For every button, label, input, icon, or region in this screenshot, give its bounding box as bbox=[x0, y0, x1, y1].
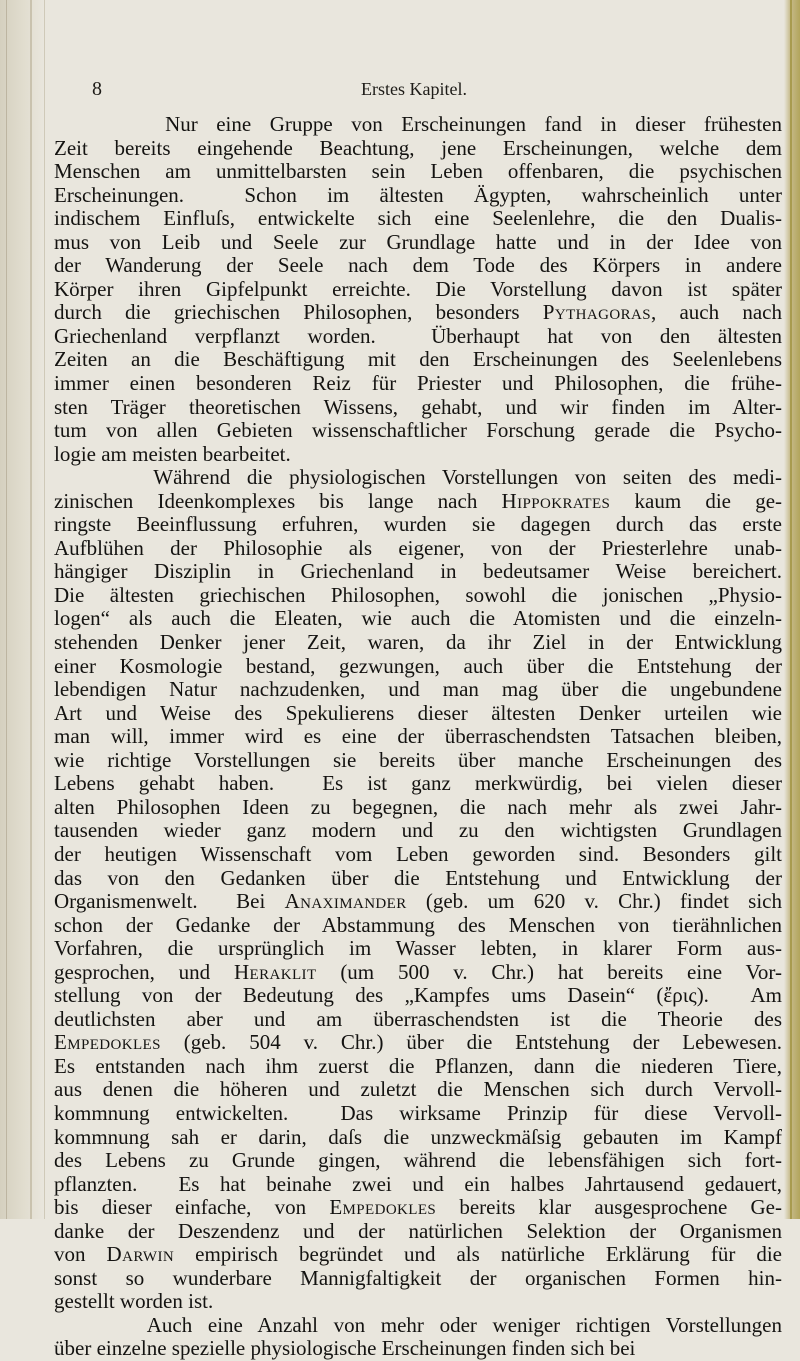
book-page bbox=[46, 0, 783, 1361]
text-line bbox=[54, 1149, 782, 1173]
text-segment: das von den Gedanken über die Entstehung und Entwicklung der bbox=[54, 865, 782, 890]
text-segment: (um 500 v. Chr.) hat bereits eine Vor- bbox=[316, 959, 782, 984]
text-line bbox=[54, 655, 782, 679]
text-segment: der Wanderung der Seele nach dem Tode des Körpers in andere bbox=[54, 253, 782, 278]
person-name: Anaximander bbox=[284, 889, 407, 914]
text-segment: immer einen besonderen Reiz für Priester und Philosophen, die frühe- bbox=[54, 371, 782, 396]
text-segment: Vorfahren, die ursprünglich im Wasser lebten, in klarer Form aus- bbox=[54, 936, 782, 961]
text-line bbox=[54, 607, 782, 631]
text-line bbox=[54, 254, 782, 278]
text-line bbox=[54, 1314, 782, 1338]
text-line bbox=[54, 867, 782, 891]
text-segment: über einzelne spezielle physiologische Erscheinungen finden sich bei bbox=[54, 1336, 636, 1361]
text-segment: Zeit bereits eingehende Beachtung, jene Erscheinungen, welche dem bbox=[54, 135, 782, 160]
text-line bbox=[54, 702, 782, 726]
text-line bbox=[54, 631, 782, 655]
text-segment: wie richtige Vorstellungen sie bereits über manche Erscheinungen des bbox=[54, 747, 782, 772]
text-line bbox=[54, 325, 782, 349]
text-line bbox=[54, 725, 782, 749]
text-segment: Die ältesten griechischen Philosophen, sowohl die jonischen „Physio- bbox=[54, 582, 782, 607]
text-line bbox=[54, 1243, 782, 1267]
text-line bbox=[54, 749, 782, 773]
text-segment: stellung von der Bedeutung des „Kampfes ums Dasein“ (ἔρις). Am bbox=[54, 983, 782, 1008]
text-line bbox=[54, 396, 782, 420]
text-segment: (geb. 504 v. Chr.) über die Entstehung der Lebewesen. bbox=[160, 1030, 782, 1055]
body-text bbox=[54, 113, 782, 1361]
text-segment: stehenden Denker jener Zeit, waren, da ihr Ziel in der Entwicklung bbox=[54, 630, 782, 655]
text-segment: deutlichsten aber und am überraschendsten ist die Theorie des bbox=[54, 1006, 782, 1031]
text-segment: lebendigen Natur nachzudenken, und man mag über die ungebundene bbox=[54, 677, 782, 702]
text-segment: bereits klar ausgesprochene Ge- bbox=[436, 1195, 782, 1220]
text-line bbox=[54, 184, 782, 208]
book-binding-edge bbox=[0, 0, 45, 1219]
text-line bbox=[54, 819, 782, 843]
page-edge bbox=[784, 0, 800, 1219]
text-line bbox=[54, 207, 782, 231]
text-line bbox=[54, 1196, 782, 1220]
text-segment: Auch eine Anzahl von mehr oder weniger richtigen Vorstellungen bbox=[54, 1312, 782, 1337]
text-line bbox=[54, 1290, 782, 1314]
text-segment: (geb. um 620 v. Chr.) findet sich bbox=[406, 889, 782, 914]
text-segment: Körper ihren Gipfelpunkt erreichte. Die Vorstellung davon ist später bbox=[54, 276, 782, 301]
text-line bbox=[54, 1031, 782, 1055]
page-number: 8 bbox=[92, 78, 102, 100]
text-segment: aus denen die höheren und zuletzt die Menschen sich durch Vervoll- bbox=[54, 1077, 782, 1102]
text-segment: alten Philosophen Ideen zu begegnen, die nach mehr als zwei Jahr- bbox=[54, 794, 782, 819]
text-segment: Menschen am unmittelbarsten sein Leben offenbaren, die psychischen bbox=[54, 159, 782, 184]
text-line bbox=[54, 560, 782, 584]
person-name: Empedokles bbox=[329, 1195, 437, 1220]
text-segment: indischem Einfluſs, entwickelte sich eine Seelenlehre, die den Dualis- bbox=[54, 206, 782, 231]
text-line bbox=[54, 1126, 782, 1150]
text-segment: von bbox=[54, 1242, 107, 1267]
text-line bbox=[54, 1173, 782, 1197]
text-segment: kaum die ge- bbox=[610, 488, 783, 513]
text-segment: des Lebens zu Grunde gingen, während die lebensfähigen sich fort- bbox=[54, 1148, 782, 1173]
text-line bbox=[54, 984, 782, 1008]
text-line bbox=[54, 772, 782, 796]
text-segment: Zeiten an die Beschäftigung mit den Erscheinungen des Seelenlebens bbox=[54, 347, 782, 372]
text-line bbox=[54, 443, 782, 467]
text-segment: bis dieser einfache, von bbox=[54, 1195, 330, 1220]
text-segment: logen“ als auch die Eleaten, wie auch die Atomisten und die einzeln- bbox=[54, 606, 782, 631]
text-line bbox=[54, 890, 782, 914]
text-line bbox=[54, 961, 782, 985]
text-segment: gesprochen, und bbox=[54, 959, 234, 984]
text-line bbox=[54, 301, 782, 325]
text-segment: sten Träger theoretischen Wissens, gehabt, und wir finden im Alter- bbox=[54, 394, 782, 419]
text-segment: der heutigen Wissenschaft vom Leben geworden sind. Besonders gilt bbox=[54, 841, 782, 866]
text-segment: empirisch begründet und als natürliche Erklärung für die bbox=[174, 1242, 782, 1267]
text-segment: durch die griechischen Philosophen, besonders bbox=[54, 300, 543, 325]
text-line bbox=[54, 513, 782, 537]
text-line bbox=[54, 490, 782, 514]
text-line bbox=[54, 537, 782, 561]
text-line bbox=[54, 1008, 782, 1032]
text-line bbox=[54, 372, 782, 396]
text-segment: , auch nach bbox=[650, 300, 782, 325]
text-line bbox=[54, 1337, 782, 1361]
text-line bbox=[54, 113, 782, 137]
text-segment: zinischen Ideenkomplexes bis lange nach bbox=[54, 488, 502, 513]
person-name: Empedokles bbox=[54, 1030, 161, 1055]
text-segment: gestellt worden ist. bbox=[54, 1289, 214, 1314]
text-segment: man will, immer wird es eine der überraschendsten Tatsachen bleiben, bbox=[54, 724, 782, 749]
text-line bbox=[54, 231, 782, 255]
text-segment: Nur eine Gruppe von Erscheinungen fand in dieser frühesten bbox=[54, 112, 782, 136]
text-segment: schon der Gedanke der Abstammung des Menschen von tierähnlichen bbox=[54, 912, 782, 937]
text-segment: Erscheinungen. Schon im ältesten Ägypten, wahrscheinlich unter bbox=[54, 182, 782, 207]
text-segment: Während die physiologischen Vorstellungen von seiten des medi- bbox=[54, 465, 782, 490]
text-segment: mus von Leib und Seele zur Grundlage hatte und in der Idee von bbox=[54, 229, 782, 254]
text-line bbox=[54, 937, 782, 961]
text-segment: einer Kosmologie bestand, gezwungen, auch über die Entstehung der bbox=[54, 653, 782, 678]
text-segment: kommnung sah er darin, daſs die unzweckmäſsig gebauten im Kampf bbox=[54, 1124, 782, 1149]
text-line bbox=[54, 584, 782, 608]
text-segment: danke der Deszendenz und der natürlichen Selektion der Organismen bbox=[54, 1218, 782, 1243]
text-segment: Aufblühen der Philosophie als eigener, von der Priesterlehre unab- bbox=[54, 535, 782, 560]
text-segment: hängiger Disziplin in Griechenland in bedeutsamer Weise bereichert. bbox=[54, 559, 782, 584]
text-segment: logie am meisten bearbeitet. bbox=[54, 441, 291, 466]
text-segment: Es entstanden nach ihm zuerst die Pflanzen, dann die niederen Tiere, bbox=[54, 1053, 782, 1078]
person-name: Heraklit bbox=[233, 959, 317, 984]
text-line bbox=[54, 678, 782, 702]
text-segment: tausenden wieder ganz modern und zu den wichtigsten Grundlagen bbox=[54, 818, 782, 843]
text-line bbox=[54, 914, 782, 938]
person-name: Pythagoras bbox=[542, 300, 651, 325]
text-line bbox=[54, 348, 782, 372]
text-segment: kommnung entwickelten. Das wirksame Prinzip für diese Vervoll- bbox=[54, 1100, 782, 1125]
page-header bbox=[46, 78, 782, 102]
text-line bbox=[54, 1055, 782, 1079]
text-line bbox=[54, 1267, 782, 1291]
text-segment: Lebens gehabt haben. Es ist ganz merkwürdig, bei vielen dieser bbox=[54, 771, 782, 796]
text-line bbox=[54, 137, 782, 161]
text-segment: sonst so wunderbare Mannigfaltigkeit der organischen Formen hin- bbox=[54, 1265, 782, 1290]
text-segment: Organismenwelt. Bei bbox=[54, 889, 285, 914]
text-line bbox=[54, 278, 782, 302]
running-head: Erstes Kapitel. bbox=[361, 79, 467, 99]
text-line bbox=[54, 466, 782, 490]
text-segment: Art und Weise des Spekulierens dieser ältesten Denker urteilen wie bbox=[54, 700, 782, 725]
text-line bbox=[54, 1220, 782, 1244]
text-line bbox=[54, 160, 782, 184]
text-line bbox=[54, 1078, 782, 1102]
text-segment: tum von allen Gebieten wissenschaftlicher Forschung gerade die Psycho- bbox=[54, 418, 782, 443]
text-line bbox=[54, 1102, 782, 1126]
text-segment: pflanzten. Es hat beinahe zwei und ein halbes Jahrtausend gedauert, bbox=[54, 1171, 782, 1196]
text-line bbox=[54, 419, 782, 443]
person-name: Hippokrates bbox=[501, 488, 611, 513]
person-name: Darwin bbox=[106, 1242, 175, 1267]
text-segment: Griechenland verpflanzt worden. Überhaupt hat von den ältesten bbox=[54, 323, 782, 348]
text-segment: ringste Beeinflussung erfuhren, wurden sie dagegen durch das erste bbox=[54, 512, 782, 537]
text-line bbox=[54, 796, 782, 820]
text-line bbox=[54, 843, 782, 867]
